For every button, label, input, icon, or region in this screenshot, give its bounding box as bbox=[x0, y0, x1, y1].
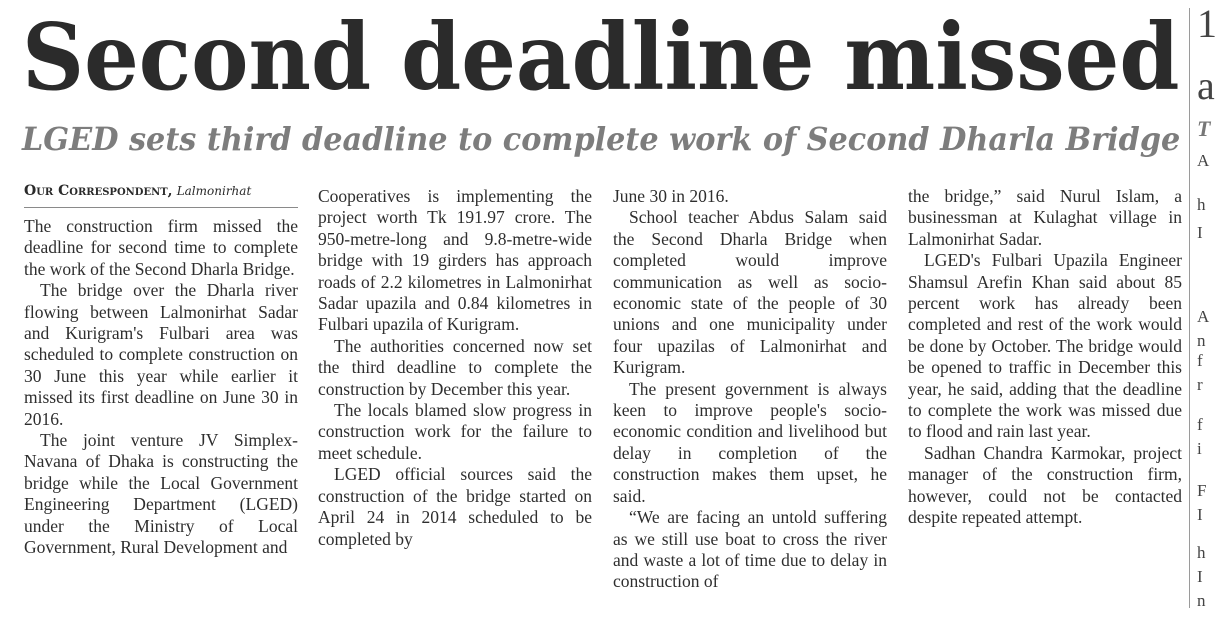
cropped-edge-letter: f bbox=[1197, 415, 1203, 434]
cropped-edge-letter: T bbox=[1197, 116, 1211, 141]
paragraph: June 30 in 2016. bbox=[613, 186, 729, 206]
paragraph: The locals blamed slow progress in construction work for the failure to meet schedule. bbox=[318, 400, 592, 463]
cropped-edge-letter: i bbox=[1197, 439, 1202, 458]
byline-author: Our Correspondent, bbox=[24, 183, 173, 199]
cropped-edge-letter: 1 bbox=[1197, 1, 1217, 46]
paragraph: LGED's Fulbari Upazila Engineer Shamsul Arefin Khan said about 85 percent work has already been completed and rest of the work would be done by October. The bridge would be opened to traffic in December this year, he said, adding that the deadline to complete the work was missed due to flood and rain last year. bbox=[908, 250, 1182, 442]
cropped-edge-letter: n bbox=[1197, 331, 1206, 350]
paragraph: The construction firm missed the deadline for second time to complete the work of the Second Dharla Bridge. bbox=[24, 216, 298, 279]
paragraph: The present government is always keen to improve people's socio-economic condition and livelihood but delay in completion of the construction makes them upset, he said. bbox=[613, 378, 887, 506]
cropped-edge-letter: n bbox=[1197, 591, 1206, 610]
paragraph: School teacher Abdus Salam said the Second Dharla Bridge when completed would improve communication as well as socio-economic state of the people of 30 unions and one municipality under four upazilas of Lalmonirhat and Kurigram. bbox=[613, 207, 887, 378]
paragraph: Sadhan Chandra Karmokar, project manager of the construction firm, however, could not be contacted despite repeated attempt. bbox=[908, 442, 1182, 528]
paragraph: The authorities concerned now set the third deadline to complete the construction by December this year. bbox=[318, 335, 592, 399]
byline bbox=[24, 182, 298, 208]
column-divider bbox=[1189, 8, 1190, 608]
paragraph: the bridge,” said Nurul Islam, a businessman at Kulaghat village in Lalmonirhat Sadar. bbox=[908, 186, 1182, 249]
byline-location: Lalmonirhat bbox=[176, 184, 252, 198]
paragraph: LGED official sources said the construction of the bridge started on April 24 in 2014 scheduled to be completed by bbox=[318, 464, 592, 549]
article-column-3 bbox=[613, 186, 887, 593]
cropped-edge-letter: a bbox=[1197, 63, 1215, 108]
headline: Second deadline missed bbox=[22, 3, 1180, 111]
cropped-edge-letter: h bbox=[1197, 195, 1206, 214]
article-column-4 bbox=[908, 186, 1182, 529]
paragraph: The joint venture JV Simplex-Navana of Dhaka is constructing the bridge while the Local Government Engineering Department (LGED) under the Ministry of Local Government, Rural Development and bbox=[24, 430, 298, 558]
cropped-edge-letter: I bbox=[1197, 223, 1203, 242]
paragraph: “We are facing an untold suffering as we still use boat to cross the river and waste a lot of time due to delay in construction of bbox=[613, 507, 887, 592]
cropped-edge-letter: F bbox=[1197, 481, 1207, 500]
cropped-edge-letter: A bbox=[1197, 151, 1210, 170]
subheadline: LGED sets third deadline to complete work of Second Dharla Bridge bbox=[22, 120, 1181, 158]
cropped-edge-letter: A bbox=[1197, 307, 1210, 326]
article-column-2 bbox=[318, 186, 592, 550]
cropped-edge-letter: I bbox=[1197, 505, 1203, 524]
article-column-1 bbox=[24, 216, 298, 559]
cropped-edge-letter: r bbox=[1197, 375, 1203, 394]
paragraph: The bridge over the Dharla river flowing between Lalmonirhat Sadar and Kurigram's Fulbari area was scheduled to complete construction on 30 June this year while earlier it missed its first deadline on June 30 in 2016. bbox=[24, 280, 298, 429]
cropped-edge-letter: f bbox=[1197, 351, 1203, 370]
cropped-edge-letter: I bbox=[1197, 567, 1203, 586]
cropped-edge-letter: h bbox=[1197, 543, 1206, 562]
paragraph: Cooperatives is implementing the project worth Tk 191.97 crore. The 950-metre-long and 9.8-metre-wide bridge with 19 girders has approach roads of 2.2 kilometres in Lalmonirhat Sadar upazila and 0.84 kilometres in Fulbari upazila of Kurigram. bbox=[318, 186, 592, 335]
